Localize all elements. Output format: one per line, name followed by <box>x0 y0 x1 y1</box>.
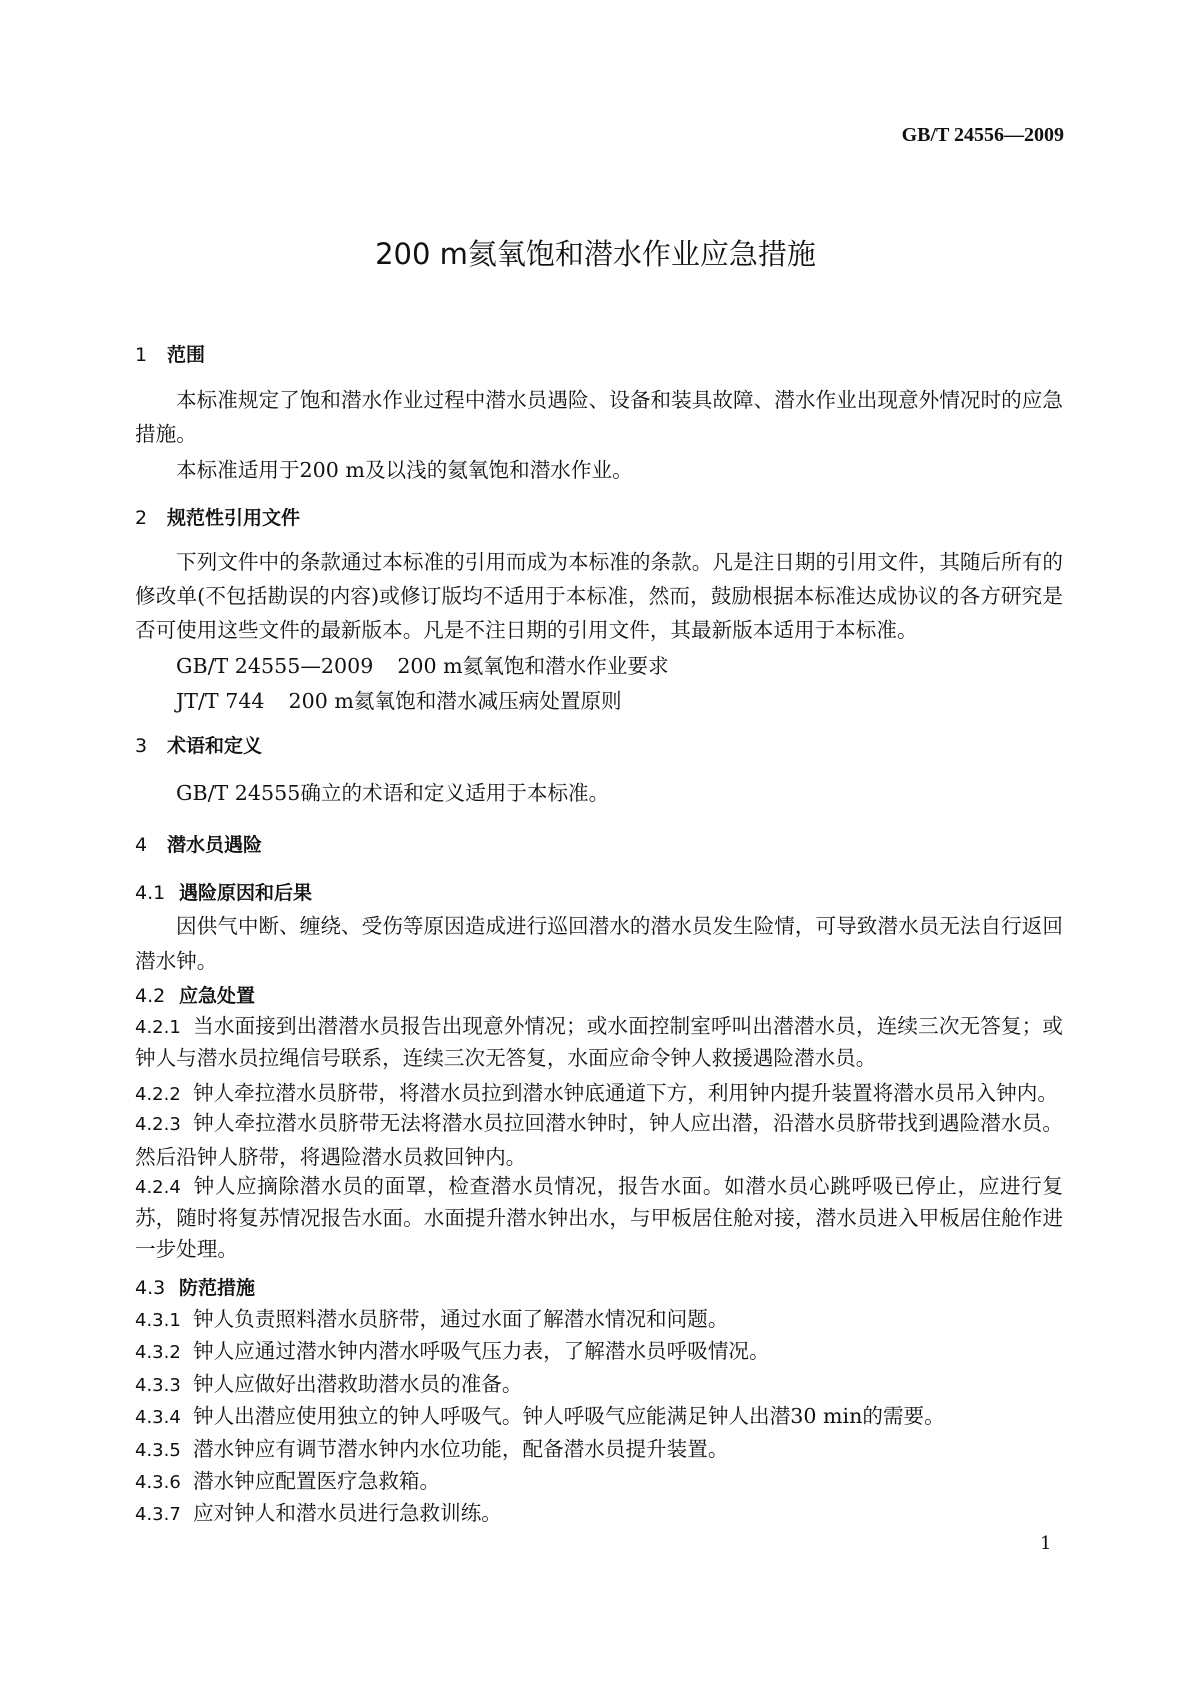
section-4-heading: 4 潜水员遇险 <box>135 834 263 856</box>
section-2-heading: 2 规范性引用文件 <box>135 507 301 529</box>
reference-1: GB/T 24555—2009 200 m氦氧饱和潜水作业要求 <box>176 654 669 678</box>
section-4-1-heading: 4.1 遇险原因和后果 <box>135 882 313 904</box>
clause-4-2-4: 4.2.4 钟人应摘除潜水员的面罩，检查潜水员情况，报告水面。如潜水员心跳呼吸已停止，应进行复苏，随时将复苏情况报告水面。水面提升潜水钟出水，与甲板居住舱对接，潜水员进入甲板居住舱作进一步处理。 <box>135 1174 1063 1261</box>
page-title: 200 m氦氧饱和潜水作业应急措施 <box>375 237 816 271</box>
section-3-heading: 3 术语和定义 <box>135 735 263 757</box>
clause-4-3-1: 4.3.1 钟人负责照料潜水员脐带，通过水面了解潜水情况和问题。 <box>135 1307 729 1331</box>
section-3-para: GB/T 24555确立的术语和定义适用于本标准。 <box>176 781 610 805</box>
clause-4-2-3: 4.2.3 钟人牵拉潜水员脐带无法将潜水员拉回潜水钟时，钟人应出潜，沿潜水员脐带找到遇险潜水员。然后沿钟人脐带，将遇险潜水员救回钟内。 <box>135 1111 1063 1169</box>
section-1-para-2: 本标准适用于200 m及以浅的氦氧饱和潜水作业。 <box>176 458 633 482</box>
clause-4-3-3: 4.3.3 钟人应做好出潜救助潜水员的准备。 <box>135 1372 523 1396</box>
section-2-para: 下列文件中的条款通过本标准的引用而成为本标准的条款。凡是注日期的引用文件，其随后所有的修改单(不包括勘误的内容)或修订版均不适用于本标准，然而，鼓励根据本标准达成协议的各方研究是否可使用这些文件的最新版本。凡是不注日期的引用文件，其最新版本适用于本标准。 <box>135 550 1063 642</box>
clause-4-3-2: 4.3.2 钟人应通过潜水钟内潜水呼吸气压力表，了解潜水员呼吸情况。 <box>135 1339 770 1363</box>
section-4-2-heading: 4.2 应急处置 <box>135 985 256 1007</box>
section-4-3-heading: 4.3 防范措施 <box>135 1277 256 1299</box>
standard-number: GB/T 24556—2009 <box>901 124 1064 146</box>
clause-4-2-1: 4.2.1 当水面接到出潜潜水员报告出现意外情况；或水面控制室呼叫出潜潜水员，连续三次无答复；或钟人与潜水员拉绳信号联系，连续三次无答复，水面应命令钟人救援遇险潜水员。 <box>135 1014 1063 1070</box>
clause-4-3-7: 4.3.7 应对钟人和潜水员进行急救训练。 <box>135 1501 502 1525</box>
section-1-heading: 1 范围 <box>135 344 206 366</box>
page-number: 1 <box>1040 1533 1052 1554</box>
section-1-para-1: 本标准规定了饱和潜水作业过程中潜水员遇险、设备和装具故障、潜水作业出现意外情况时的应急措施。 <box>135 388 1063 446</box>
clause-4-3-6: 4.3.6 潜水钟应配置医疗急救箱。 <box>135 1469 441 1493</box>
section-4-1-para: 因供气中断、缠绕、受伤等原因造成进行巡回潜水的潜水员发生险情，可导致潜水员无法自行返回潜水钟。 <box>135 914 1063 973</box>
clause-4-3-4: 4.3.4 钟人出潜应使用独立的钟人呼吸气。钟人呼吸气应能满足钟人出潜30 min的需要。 <box>135 1404 945 1428</box>
clause-4-2-2: 4.2.2 钟人牵拉潜水员脐带，将潜水员拉到潜水钟底通道下方，利用钟内提升装置将潜水员吊入钟内。 <box>135 1081 1058 1105</box>
clause-4-3-5: 4.3.5 潜水钟应有调节潜水钟内水位功能，配备潜水员提升装置。 <box>135 1437 729 1461</box>
reference-2: JT/T 744 200 m氦氧饱和潜水减压病处置原则 <box>176 689 622 713</box>
